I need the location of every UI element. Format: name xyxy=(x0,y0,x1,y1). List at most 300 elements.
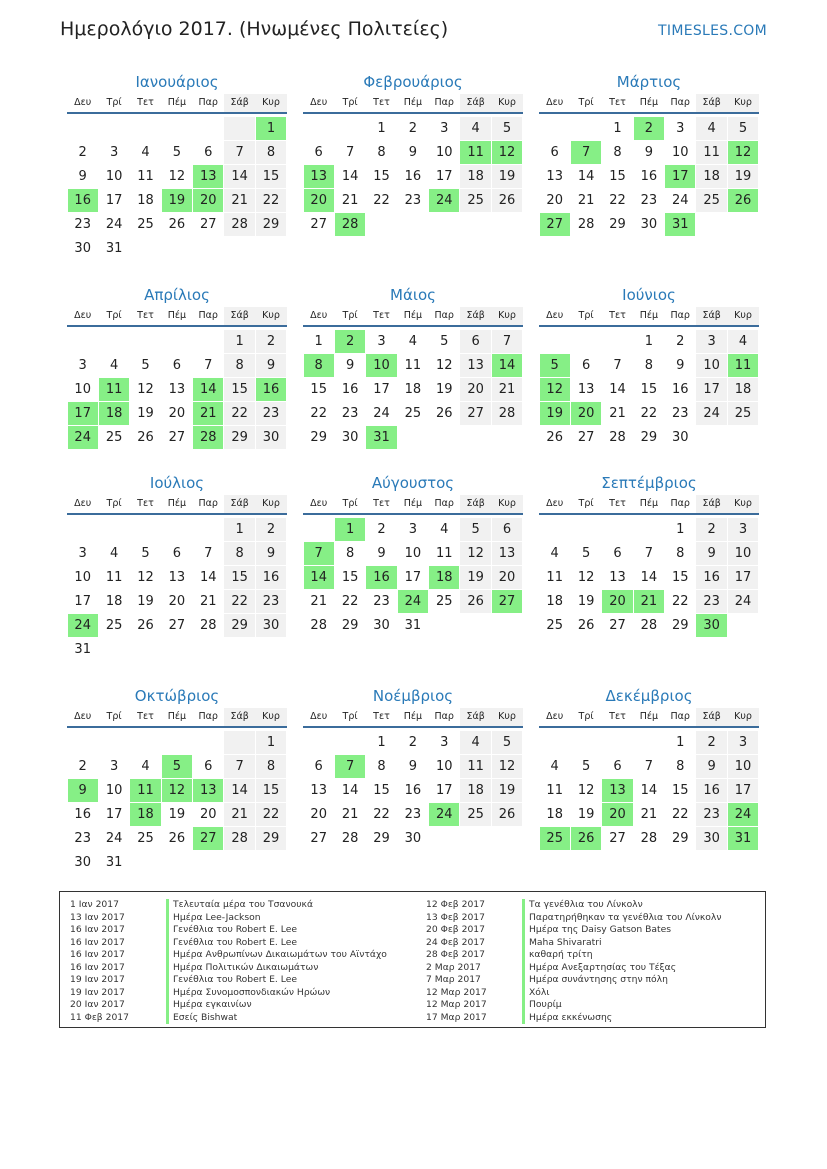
weekday-label: Κυρ xyxy=(727,495,758,513)
day-cell: 26 xyxy=(460,590,490,613)
day-cell: 15 xyxy=(609,168,626,184)
day-blank xyxy=(540,731,570,754)
holiday-row xyxy=(426,924,722,937)
holiday-row xyxy=(70,962,387,975)
weekday-label: Δευ xyxy=(74,711,92,722)
day-cell: 7 xyxy=(204,357,213,373)
day-cell: 9 xyxy=(377,545,386,561)
day-blank xyxy=(602,330,632,353)
day-cell: 18 xyxy=(546,806,563,822)
weekday-header xyxy=(539,94,759,112)
day-blank xyxy=(602,518,632,541)
day-cell: 13 xyxy=(460,354,490,377)
day-cell: 21 xyxy=(577,192,595,208)
holiday-date: 13 Φεβ 2017 xyxy=(426,911,485,923)
day-cell: 27 xyxy=(168,617,186,633)
day-cell: 21 xyxy=(224,189,254,212)
month-title: Ιούνιος xyxy=(622,286,676,304)
day-cell: 21 xyxy=(492,378,522,401)
month-11 xyxy=(303,685,523,850)
day-blank xyxy=(68,117,98,140)
month-title: Μάιος xyxy=(390,286,436,304)
weekday-label: Τετ xyxy=(609,310,626,321)
day-cell: 22 xyxy=(640,405,658,421)
weekday-label: Σάβ xyxy=(696,708,727,726)
day-cell: 8 xyxy=(377,758,386,774)
holiday-name: Τελευταία μέρα του Τσανουκά xyxy=(166,899,313,912)
day-cell-holiday: 26 xyxy=(571,827,601,850)
day-cell-holiday: 1 xyxy=(256,117,286,140)
holiday-date: 1 Ιαν 2017 xyxy=(70,899,119,910)
site-link[interactable]: TIMESLES.COM xyxy=(658,23,767,39)
day-cell-holiday: 13 xyxy=(602,779,632,802)
day-cell: 17 xyxy=(404,569,422,585)
holiday-date: 16 Ιαν 2017 xyxy=(70,936,125,948)
holiday-row xyxy=(426,962,722,975)
day-cell: 22 xyxy=(609,192,626,208)
month-title: Ιανουάριος xyxy=(135,73,219,91)
weekday-label: Πέμ xyxy=(639,711,659,722)
weekday-label: Παρ xyxy=(198,498,218,509)
holiday-date: 12 Μαρ 2017 xyxy=(426,986,487,998)
day-cell: 14 xyxy=(224,165,254,188)
month-2 xyxy=(303,71,523,236)
day-cell: 22 xyxy=(671,593,689,609)
day-cell: 22 xyxy=(341,593,359,609)
day-cell: 28 xyxy=(609,429,626,445)
day-cell: 19 xyxy=(137,593,154,609)
day-cell-holiday: 27 xyxy=(193,827,223,850)
day-blank xyxy=(68,731,98,754)
day-cell: 24 xyxy=(728,590,758,613)
day-cell: 9 xyxy=(256,542,286,565)
weekday-label: Τρί xyxy=(342,97,358,108)
day-cell: 3 xyxy=(728,731,758,754)
holiday-date: 16 Ιαν 2017 xyxy=(70,961,125,973)
day-cell-holiday: 21 xyxy=(193,402,223,425)
day-cell: 24 xyxy=(105,216,123,232)
day-cell: 16 xyxy=(341,381,359,397)
day-cell: 2 xyxy=(256,330,286,353)
day-blank xyxy=(193,731,223,754)
holiday-date: 19 Ιαν 2017 xyxy=(70,986,125,998)
weekday-label: Τετ xyxy=(137,310,154,321)
weekday-label: Κυρ xyxy=(255,495,286,513)
day-cell: 2 xyxy=(696,731,726,754)
day-cell: 29 xyxy=(671,830,689,846)
day-blank xyxy=(224,117,254,140)
weekday-label: Παρ xyxy=(670,498,690,509)
day-cell: 23 xyxy=(74,830,91,846)
weekday-label: Τρί xyxy=(106,498,122,509)
day-cell-holiday: 31 xyxy=(366,426,396,449)
day-cell: 29 xyxy=(224,614,254,637)
weekday-label: Κυρ xyxy=(255,94,286,112)
day-blank xyxy=(634,731,664,754)
day-blank xyxy=(571,518,601,541)
holiday-date: 20 Φεβ 2017 xyxy=(426,924,485,935)
day-cell: 23 xyxy=(696,590,726,613)
day-cell: 3 xyxy=(728,518,758,541)
weekday-label: Κυρ xyxy=(491,708,522,726)
day-cell: 30 xyxy=(404,830,422,846)
day-blank xyxy=(224,731,254,754)
weekday-label: Κυρ xyxy=(727,708,758,726)
day-cell-holiday: 2 xyxy=(335,330,365,353)
day-cell: 23 xyxy=(74,216,91,232)
day-cell-holiday: 2 xyxy=(634,117,664,140)
day-grid xyxy=(303,329,523,449)
day-cell-holiday: 12 xyxy=(162,779,192,802)
day-cell: 15 xyxy=(373,782,390,798)
day-cell: 22 xyxy=(224,402,254,425)
weekday-label: Τετ xyxy=(137,711,154,722)
day-blank xyxy=(68,518,98,541)
day-cell: 27 xyxy=(609,830,626,846)
weekday-label: Παρ xyxy=(198,310,218,321)
day-cell: 29 xyxy=(256,827,286,850)
day-blank xyxy=(193,117,223,140)
day-blank xyxy=(335,117,365,140)
day-blank xyxy=(335,731,365,754)
day-cell: 21 xyxy=(341,192,359,208)
month-rule xyxy=(539,325,759,327)
day-cell: 17 xyxy=(105,192,123,208)
weekday-label: Τρί xyxy=(106,310,122,321)
weekday-label: Τρί xyxy=(342,711,358,722)
holiday-row xyxy=(70,974,387,987)
day-cell: 5 xyxy=(728,117,758,140)
weekday-label: Σάβ xyxy=(460,94,491,112)
day-cell: 20 xyxy=(546,192,563,208)
day-cell: 29 xyxy=(640,429,658,445)
day-cell: 10 xyxy=(74,381,91,397)
day-cell: 26 xyxy=(168,830,186,846)
day-cell: 9 xyxy=(696,542,726,565)
day-cell: 11 xyxy=(546,782,563,798)
day-cell-holiday: 9 xyxy=(68,779,98,802)
day-cell: 2 xyxy=(256,518,286,541)
day-cell: 13 xyxy=(310,782,327,798)
day-cell-holiday: 16 xyxy=(366,566,396,589)
day-cell: 26 xyxy=(492,189,522,212)
weekday-label: Τρί xyxy=(578,97,594,108)
month-7 xyxy=(67,472,287,661)
day-cell: 4 xyxy=(408,333,417,349)
day-cell: 19 xyxy=(168,806,186,822)
month-rule xyxy=(303,513,523,515)
day-cell: 2 xyxy=(78,144,87,160)
day-cell: 12 xyxy=(460,542,490,565)
day-cell-holiday: 28 xyxy=(193,426,223,449)
day-cell: 22 xyxy=(256,803,286,826)
day-cell-holiday: 7 xyxy=(571,141,601,164)
day-cell: 24 xyxy=(671,192,689,208)
day-cell-holiday: 7 xyxy=(335,755,365,778)
day-cell: 12 xyxy=(137,381,154,397)
day-cell: 1 xyxy=(676,734,685,750)
weekday-label: Σάβ xyxy=(224,495,255,513)
weekday-label: Δευ xyxy=(546,310,564,321)
day-cell: 6 xyxy=(613,758,622,774)
day-blank xyxy=(162,518,192,541)
weekday-label: Παρ xyxy=(670,711,690,722)
day-cell: 25 xyxy=(137,830,154,846)
day-cell: 16 xyxy=(671,381,689,397)
holiday-name: Maha Shivaratri xyxy=(522,937,602,950)
weekday-label: Σάβ xyxy=(696,94,727,112)
day-cell-holiday: 10 xyxy=(366,354,396,377)
month-4 xyxy=(67,284,287,449)
day-cell-holiday: 16 xyxy=(68,189,98,212)
holiday-row xyxy=(70,1012,387,1025)
day-cell: 30 xyxy=(341,429,359,445)
weekday-label: Τρί xyxy=(342,498,358,509)
day-cell: 8 xyxy=(224,354,254,377)
day-cell-holiday: 20 xyxy=(571,402,601,425)
day-cell: 4 xyxy=(460,731,490,754)
day-cell: 27 xyxy=(460,402,490,425)
day-cell: 12 xyxy=(577,569,595,585)
holiday-date: 28 Φεβ 2017 xyxy=(426,949,485,960)
day-cell: 25 xyxy=(546,617,563,633)
day-grid xyxy=(67,116,287,260)
day-cell: 23 xyxy=(696,803,726,826)
day-cell: 7 xyxy=(204,545,213,561)
day-blank xyxy=(304,518,334,541)
day-cell: 15 xyxy=(671,569,689,585)
day-cell: 30 xyxy=(373,617,390,633)
day-cell: 22 xyxy=(671,806,689,822)
holiday-name: Ημέρα Πολιτικών Δικαιωμάτων xyxy=(166,962,318,975)
day-cell-holiday: 18 xyxy=(130,803,160,826)
weekday-label: Κυρ xyxy=(255,307,286,325)
day-cell: 30 xyxy=(256,614,286,637)
day-cell: 8 xyxy=(256,141,286,164)
weekday-label: Δευ xyxy=(74,310,92,321)
day-cell: 15 xyxy=(256,779,286,802)
day-cell: 28 xyxy=(492,402,522,425)
holiday-row xyxy=(70,987,387,1000)
day-cell: 15 xyxy=(640,381,658,397)
weekday-label: Παρ xyxy=(434,711,454,722)
day-cell: 17 xyxy=(696,378,726,401)
weekday-label: Κυρ xyxy=(727,94,758,112)
day-blank xyxy=(130,117,160,140)
day-cell-holiday: 14 xyxy=(193,378,223,401)
day-cell: 5 xyxy=(492,731,522,754)
month-rule xyxy=(303,726,523,728)
weekday-label: Τετ xyxy=(137,97,154,108)
weekday-label: Τρί xyxy=(578,711,594,722)
day-cell: 20 xyxy=(168,593,186,609)
day-cell: 26 xyxy=(492,803,522,826)
day-blank xyxy=(304,731,334,754)
day-grid xyxy=(303,730,523,850)
day-blank xyxy=(162,330,192,353)
holiday-name: καθαρή τρίτη xyxy=(522,949,593,962)
day-cell: 29 xyxy=(310,429,327,445)
day-cell: 4 xyxy=(728,330,758,353)
weekday-label: Σάβ xyxy=(460,708,491,726)
day-cell: 30 xyxy=(256,426,286,449)
weekday-label: Δευ xyxy=(310,310,328,321)
holiday-date: 2 Μαρ 2017 xyxy=(426,961,481,973)
day-cell: 16 xyxy=(696,779,726,802)
day-cell: 18 xyxy=(105,593,123,609)
day-cell: 4 xyxy=(440,521,449,537)
day-cell-holiday: 18 xyxy=(99,402,129,425)
day-cell: 7 xyxy=(224,755,254,778)
weekday-label: Παρ xyxy=(198,711,218,722)
holiday-list xyxy=(59,891,766,1028)
day-cell-holiday: 19 xyxy=(540,402,570,425)
weekday-label: Δευ xyxy=(546,97,564,108)
day-cell: 10 xyxy=(404,545,422,561)
day-cell-holiday: 20 xyxy=(304,189,334,212)
weekday-label: Πέμ xyxy=(403,711,423,722)
weekday-label: Κυρ xyxy=(491,94,522,112)
day-cell: 19 xyxy=(492,779,522,802)
holiday-row xyxy=(426,999,722,1012)
day-cell: 14 xyxy=(341,168,359,184)
day-cell: 23 xyxy=(256,402,286,425)
month-rule xyxy=(303,112,523,114)
day-cell-holiday: 14 xyxy=(304,566,334,589)
day-cell: 30 xyxy=(671,429,689,445)
day-cell: 28 xyxy=(341,830,359,846)
weekday-label: Κυρ xyxy=(491,307,522,325)
day-cell: 15 xyxy=(341,569,359,585)
day-cell: 18 xyxy=(728,378,758,401)
day-cell: 30 xyxy=(74,854,91,870)
day-cell: 23 xyxy=(256,590,286,613)
day-cell: 15 xyxy=(256,165,286,188)
day-cell: 27 xyxy=(199,216,217,232)
day-cell: 22 xyxy=(373,806,390,822)
weekday-label: Σάβ xyxy=(224,307,255,325)
day-cell-holiday: 11 xyxy=(728,354,758,377)
day-cell-holiday: 11 xyxy=(130,779,160,802)
day-cell-holiday: 5 xyxy=(162,755,192,778)
day-cell: 6 xyxy=(204,144,213,160)
day-blank xyxy=(540,518,570,541)
day-cell: 3 xyxy=(109,758,119,774)
day-grid xyxy=(539,329,759,449)
weekday-header xyxy=(539,495,759,513)
day-cell: 12 xyxy=(492,755,522,778)
day-cell-holiday: 12 xyxy=(540,378,570,401)
weekday-header xyxy=(67,94,287,112)
day-cell: 25 xyxy=(105,617,123,633)
holiday-name: Χόλι xyxy=(522,987,549,1000)
day-cell: 29 xyxy=(256,213,286,236)
day-cell: 22 xyxy=(373,192,390,208)
day-cell: 20 xyxy=(460,378,490,401)
day-cell: 22 xyxy=(224,590,254,613)
day-cell: 25 xyxy=(404,405,422,421)
month-8 xyxy=(303,472,523,637)
day-cell-holiday: 7 xyxy=(304,542,334,565)
day-cell: 4 xyxy=(550,758,559,774)
month-10 xyxy=(67,685,287,874)
weekday-label: Πέμ xyxy=(167,711,187,722)
holiday-row xyxy=(426,912,722,925)
day-cell-holiday: 24 xyxy=(429,803,459,826)
month-title: Φεβρουάριος xyxy=(363,73,463,91)
month-rule xyxy=(67,112,287,114)
day-cell: 11 xyxy=(105,569,123,585)
day-blank xyxy=(130,330,160,353)
day-cell: 19 xyxy=(577,593,595,609)
weekday-label: Δευ xyxy=(546,498,564,509)
day-blank xyxy=(99,117,129,140)
day-cell: 6 xyxy=(492,518,522,541)
weekday-label: Παρ xyxy=(434,310,454,321)
month-12 xyxy=(539,685,759,850)
month-title: Μάρτιος xyxy=(616,73,682,91)
day-cell: 13 xyxy=(168,381,186,397)
day-cell: 10 xyxy=(696,354,726,377)
day-cell: 29 xyxy=(373,830,390,846)
day-cell: 23 xyxy=(341,405,359,421)
day-blank xyxy=(99,731,129,754)
day-blank xyxy=(634,518,664,541)
day-cell: 25 xyxy=(435,593,453,609)
day-cell: 11 xyxy=(137,168,154,184)
holiday-date: 13 Ιαν 2017 xyxy=(70,911,125,923)
holiday-row xyxy=(70,912,387,925)
day-cell: 26 xyxy=(137,617,154,633)
day-cell: 29 xyxy=(609,216,626,232)
day-cell: 21 xyxy=(341,806,359,822)
weekday-label: Πέμ xyxy=(639,310,659,321)
holiday-name: Ημέρα της Daisy Gatson Bates xyxy=(522,924,671,937)
day-cell: 5 xyxy=(492,117,522,140)
holiday-row xyxy=(426,974,722,987)
weekday-header xyxy=(303,94,523,112)
day-cell: 23 xyxy=(640,192,658,208)
day-blank xyxy=(193,518,223,541)
day-cell: 4 xyxy=(109,357,119,373)
day-cell: 1 xyxy=(676,521,685,537)
day-cell-holiday: 31 xyxy=(728,827,758,850)
day-cell: 3 xyxy=(377,333,386,349)
day-cell: 23 xyxy=(373,593,390,609)
day-cell: 18 xyxy=(460,779,490,802)
day-cell: 15 xyxy=(373,168,390,184)
day-cell-holiday: 24 xyxy=(728,803,758,826)
day-cell: 17 xyxy=(373,381,390,397)
day-cell-holiday: 20 xyxy=(193,189,223,212)
day-blank xyxy=(571,330,601,353)
day-cell: 26 xyxy=(137,429,154,445)
day-cell: 4 xyxy=(460,117,490,140)
weekday-label: Τετ xyxy=(373,498,390,509)
month-title: Νοέμβριος xyxy=(372,687,454,705)
day-cell-holiday: 26 xyxy=(728,189,758,212)
day-cell: 25 xyxy=(728,402,758,425)
month-1 xyxy=(67,71,287,260)
holiday-row xyxy=(426,1012,722,1025)
holiday-name: Ημέρα εγκαινίων xyxy=(166,999,252,1012)
day-cell: 21 xyxy=(224,803,254,826)
day-grid xyxy=(539,730,759,850)
day-cell: 16 xyxy=(74,806,91,822)
day-cell: 19 xyxy=(460,566,490,589)
day-cell: 26 xyxy=(168,216,186,232)
day-cell: 20 xyxy=(168,405,186,421)
